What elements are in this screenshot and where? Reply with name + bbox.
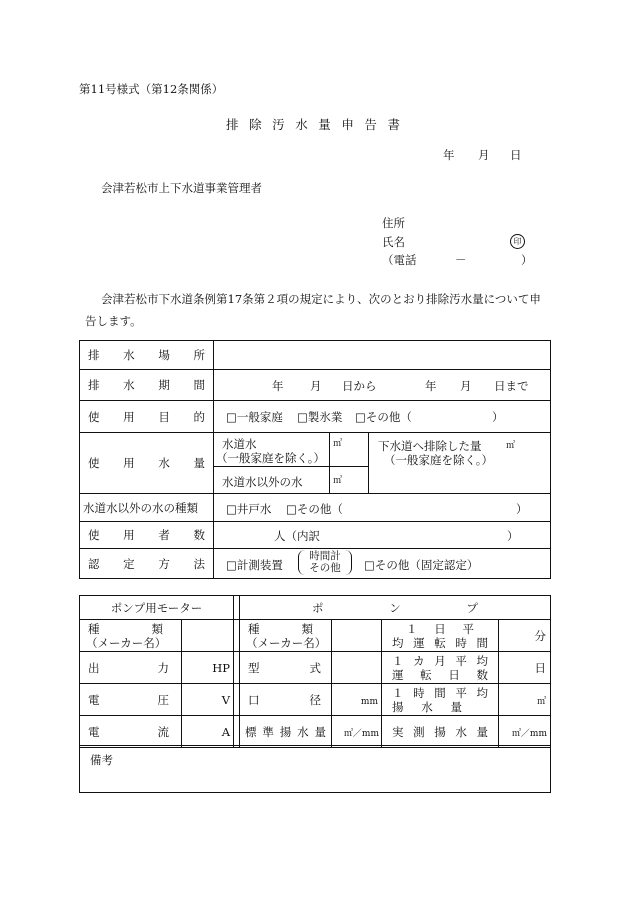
current-input[interactable] xyxy=(182,716,234,748)
motor-maker-label: （メーカー名） xyxy=(86,635,167,650)
measured-flow-label: 実 測 揚 水 量 xyxy=(392,724,488,739)
output-unit: HP xyxy=(212,660,230,675)
hourly-flow-input[interactable] xyxy=(499,684,551,716)
title-char: 水 xyxy=(295,117,308,132)
label-purpose: 使 用 目 的 xyxy=(88,409,205,424)
output-input[interactable] xyxy=(182,652,234,684)
current-label: 電 流 xyxy=(88,724,169,739)
water-type-close: ） xyxy=(516,502,528,516)
remarks-box[interactable] xyxy=(79,745,551,793)
sewer-discharge-label: 下水道へ排除した量 xyxy=(378,439,482,453)
motor-header: ポンプ用モーター xyxy=(110,600,203,615)
date-year: 年 xyxy=(443,148,455,162)
period-start-month: 月 xyxy=(310,379,322,393)
seal-char: 印 xyxy=(513,237,522,246)
date-day: 日 xyxy=(510,148,522,162)
pump-kind-input[interactable] xyxy=(332,620,382,652)
recipient: 会津若松市上下水道事業管理者 xyxy=(101,181,262,195)
daily-runtime-label2: 均 運 転 時 間 xyxy=(392,635,488,650)
other-water-unit: ㎥ xyxy=(333,476,343,486)
brace-line2: その他 xyxy=(309,562,341,574)
title-char: 量 xyxy=(318,117,331,132)
title-char: 除 xyxy=(249,117,262,132)
pump-maker-label: （メーカー名） xyxy=(246,635,327,650)
title-char: 排 xyxy=(226,117,239,132)
body-text-line1: 会津若松市下水道条例第17条第２項の規定により、次のとおり排除汚水量について申 xyxy=(101,292,541,306)
pump-kind-label: 種 類 xyxy=(248,621,313,636)
sewer-discharge-note: （一般家庭を除く。） xyxy=(384,453,494,467)
users-count[interactable]: 人（内訳 xyxy=(274,529,320,543)
place-input[interactable] xyxy=(214,341,551,370)
daily-runtime-input[interactable] xyxy=(499,620,551,652)
pump-table xyxy=(79,595,551,748)
title-char: 申 xyxy=(341,117,354,132)
purpose-ice-making[interactable]: □製氷業 xyxy=(297,410,343,424)
std-flow-unit: ㎥／mm xyxy=(343,728,379,739)
document-title xyxy=(226,115,400,133)
monthly-days-label2: 運 転 日 数 xyxy=(392,667,488,682)
address-label: 住所 xyxy=(382,216,405,230)
pump-header: ポ ン プ xyxy=(312,600,478,615)
measured-flow-unit: ㎥／mm xyxy=(511,728,547,739)
bore-input[interactable] xyxy=(332,684,382,716)
bore-unit: mm xyxy=(360,696,378,707)
phone-open: （電話 xyxy=(382,253,417,267)
body-text-line2: 告します。 xyxy=(85,314,142,328)
label-users: 使 用 者 数 xyxy=(88,528,205,542)
tap-water-note: （一般家庭を除く。） xyxy=(216,451,326,465)
label-water-type: 水道水以外の水の種類 xyxy=(83,500,198,515)
brace-line1: 時間計 xyxy=(309,550,341,562)
title-char: 書 xyxy=(387,117,400,132)
motor-kind-input[interactable] xyxy=(182,620,234,652)
date-month: 月 xyxy=(478,148,490,162)
std-flow-input[interactable] xyxy=(332,716,382,748)
remarks-label: 備考 xyxy=(90,753,113,767)
label-period: 排 水 期 間 xyxy=(88,378,205,392)
sewer-discharge-unit: ㎥ xyxy=(506,441,516,451)
bore-label: 口 径 xyxy=(248,692,321,707)
method-fixed[interactable]: □その他（固定認定） xyxy=(364,558,479,572)
voltage-input[interactable] xyxy=(182,684,234,716)
period-start-year: 年 xyxy=(272,379,284,393)
hourly-flow-unit: ㎥ xyxy=(536,696,546,707)
purpose-general-household[interactable]: □一般家庭 xyxy=(226,410,283,424)
phone-dash: － xyxy=(455,253,467,267)
label-place: 排 水 場 所 xyxy=(88,348,205,362)
method-meter[interactable]: □計測装置 xyxy=(226,558,283,572)
name-label: 氏名 xyxy=(382,235,405,249)
label-usage: 使 用 水 量 xyxy=(88,456,205,470)
hourly-flow-label2: 揚 水 量 xyxy=(392,699,462,714)
declaration-table xyxy=(79,340,551,579)
motor-kind-label: 種 類 xyxy=(88,621,163,636)
model-label: 型 式 xyxy=(248,660,321,675)
method-brace[interactable] xyxy=(298,550,352,575)
voltage-label: 電 圧 xyxy=(88,692,169,707)
users-close: ） xyxy=(507,529,519,543)
water-type-other[interactable]: □その他（ xyxy=(286,502,343,516)
period-end-day: 日まで xyxy=(494,379,529,393)
voltage-unit: V xyxy=(221,692,230,707)
phone-close: ） xyxy=(521,253,533,267)
purpose-other-close: ） xyxy=(492,410,504,424)
monthly-days-unit: 日 xyxy=(534,660,546,675)
daily-runtime-label: １ 日 平 xyxy=(406,621,474,636)
period-input[interactable] xyxy=(214,370,551,401)
period-start-day: 日から xyxy=(342,379,377,393)
std-flow-label: 標 準 揚 水 量 xyxy=(245,724,326,739)
current-unit: A xyxy=(221,724,230,739)
seal-mark xyxy=(510,234,525,249)
purpose-other[interactable]: □その他（ xyxy=(355,410,412,424)
measured-flow-input[interactable] xyxy=(499,716,551,748)
output-label: 出 力 xyxy=(88,660,169,675)
tap-water-label: 水道水 xyxy=(222,437,257,451)
hourly-flow-label: １ 時 間 平 均 xyxy=(392,685,488,700)
period-end-year: 年 xyxy=(425,379,437,393)
water-type-well[interactable]: □井戸水 xyxy=(226,502,272,516)
title-char: 告 xyxy=(364,117,377,132)
label-method: 認 定 方 法 xyxy=(88,556,205,571)
form-number: 第11号様式（第12条関係） xyxy=(79,82,224,96)
monthly-days-label: １ カ 月 平 均 xyxy=(392,653,488,668)
model-input[interactable] xyxy=(332,652,382,684)
tap-water-unit: ㎥ xyxy=(333,439,343,449)
period-end-month: 月 xyxy=(460,379,472,393)
other-water-label: 水道水以外の水 xyxy=(222,475,303,489)
title-char: 汚 xyxy=(272,117,285,132)
monthly-days-input[interactable] xyxy=(499,652,551,684)
daily-runtime-unit: 分 xyxy=(534,628,546,643)
